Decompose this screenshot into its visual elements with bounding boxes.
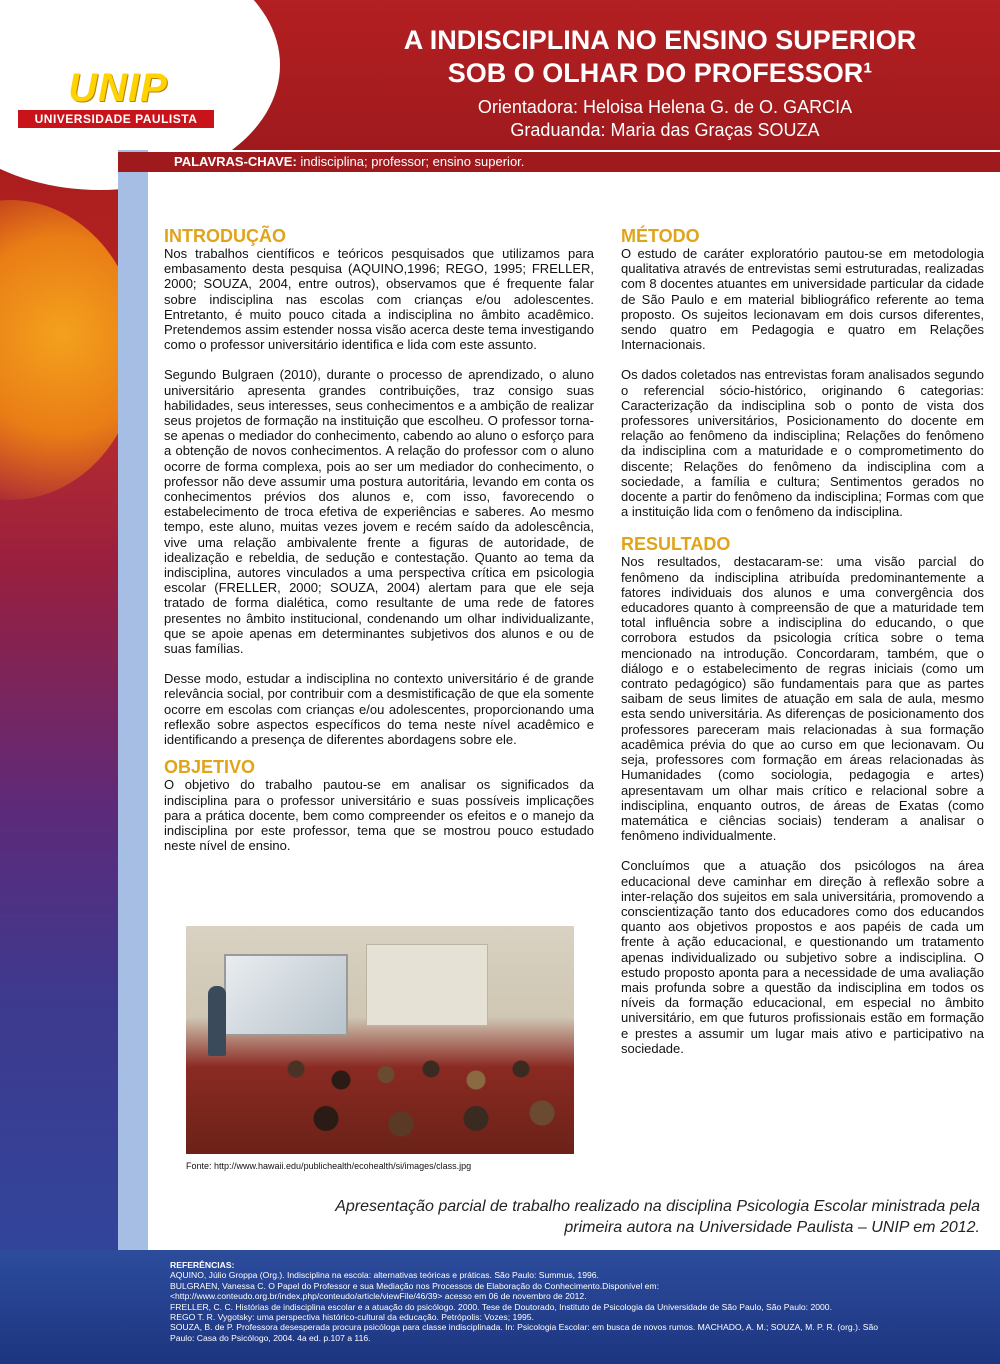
poster-title	[320, 24, 1000, 90]
left-column	[164, 226, 594, 853]
reference-item: FRELLER, C. C. Histórias de indisciplina escolar e a atuação do psicólogo. 2000. Tese de Doutorado, Instituto de Psicologia da Universidade de São Paulo, São Paulo: 2000.	[170, 1301, 832, 1312]
objetivo-heading: OBJETIVO	[164, 757, 256, 778]
blue-stripe	[118, 150, 148, 1250]
title-line-2: SOB O OLHAR DO PROFESSOR¹	[447, 58, 873, 88]
metodo-paragraph-1: O estudo de caráter exploratório pautou-se em metodologia qualitativa através de entrevistas semi estruturadas, realizadas com 8 docentes atuantes em universidade particular da cidade de São Paulo e em material bibliográfico referente ao tema proposto. Os sujeitos lecionavam em dois cursos diferentes, sendo quatro em Pedagogia e quatro em Relações Internacionais.	[621, 246, 984, 353]
photo-projection-screen	[224, 954, 348, 1036]
resultado-paragraph-2: Concluímos que a atuação dos psicólogos na área educacional deve caminhar em direção à reflexão sobre a inter-relação dos sujeitos em sala universitária, promovendo a conscientização tanto dos educadores como dos educandos quanto aos objetivos propostos e aos papéis de cada um frente à ação educacional, e questionando um tratamento apenas individualizado ou subjetivo sobre a indisciplina. O estudo proposto aponta para a necessidade de uma avaliação mais profunda sobre a questão da indisciplina em todos os níveis da formação educacional, em especial no âmbito universitário, em que futuros profissionais estão em formação e prestes a assumir um lugar mais ativo e participativo na sociedade.	[621, 858, 984, 1056]
advisor: Orientadora: Heloisa Helena G. de O. GARCIA	[477, 97, 853, 117]
logo-word: UNIP	[68, 66, 168, 110]
reference-item: SOUZA, B. de P. Professora desesperada procura psicóloga para classe indisciplinada. In: Psicologia Escolar: em busca de novos rumos. MACHADO, A. M.; SOUZA, M. P. R. (org.). São	[170, 1322, 879, 1333]
title-line-1: A INDISCIPLINA NO ENSINO SUPERIOR	[403, 25, 917, 55]
reference-item: BULGRAEN, Vanessa C. O Papel do Professor e sua Mediação nos Processos de Elaboração do Conhecimento.Disponível em:	[170, 1280, 659, 1291]
unip-logo	[18, 68, 214, 130]
authors	[330, 96, 1000, 142]
introducao-heading: INTRODUÇÃO	[164, 226, 286, 246]
closing-line-1: Apresentação parcial de trabalho realizado na disciplina Psicologia Escolar ministrada pela	[335, 1198, 980, 1215]
reference-item: Paulo: Casa do Psicólogo, 2004. 4a ed. p.107 a 116.	[170, 1332, 371, 1343]
reference-item: <http://www.conteudo.org.br/index.php/conteudo/article/viewFile/46/39> acesso em 06 de novembro de 2012.	[170, 1291, 587, 1302]
introducao-paragraph-1: Nos trabalhos científicos e teóricos pesquisados que utilizamos para embasamento desta pesquisa (AQUINO,1996; REGO, 1995; FRELLER, 2000; SOUZA, 2004, entre outros), observamos que é frequente falar sobre indisciplina nas escolas com crianças e/ou adolescentes. Entretanto, é muito pouco citada a indisciplina no âmbito acadêmico. Pretendemos assim estender nossa visão acerca deste tema investigando como o professor universitário identifica e lida com este assunto.	[164, 246, 594, 353]
logo-subtitle: UNIVERSIDADE PAULISTA	[18, 110, 214, 128]
right-column	[621, 226, 984, 1056]
references-list	[170, 1260, 970, 1343]
student: Graduanda: Maria das Graças SOUZA	[510, 120, 820, 140]
objetivo-paragraph: O objetivo do trabalho pautou-se em analisar os significados da indisciplina para o professor universitário e suas possíveis implicações para a prática docente, bem como compreender os efeitos e o manejo da indisciplina por este professor, tema que se mostrou pouco estudado neste nível de ensino.	[164, 777, 594, 854]
introducao-paragraph-3: Desse modo, estudar a indisciplina no contexto universitário é de grande relevância social, por contribuir com a desmistificação de que ela somente ocorre em escolas com crianças e/ou adolescentes, proporcionando uma reflexão sobre aspectos específicos do tema neste nível acadêmico e identificando a presença de diferentes abordagens sobre ele.	[164, 671, 594, 748]
metodo-heading: MÉTODO	[621, 226, 700, 246]
orange-arc-decoration	[0, 200, 118, 500]
metodo-paragraph-2: Os dados coletados nas entrevistas foram analisados segundo o referencial sócio-histórico, originando 6 categorias: Caracterização da indisciplina sob o ponto de vista dos professores universitários, Posicionamento do docente em relação ao fenômeno da indisciplina; Relações do fenômeno da indisciplina com a maturidade e o comprometimento do discente; Relações do fenômeno da indisciplina com a sociedade, a família e cultura; Sentimentos gerados no docente a partir do fenômeno da indisciplina; Formas com que a instituição lida com o fenômeno da indisciplina.	[621, 367, 984, 520]
introducao-paragraph-2: Segundo Bulgraen (2010), durante o processo de aprendizado, o aluno universitário apresenta grandes contribuições, traz consigo suas habilidades, seus interesses, seus conhecimentos e a ambição de realizar seus projetos de formação na instituição que escolheu. O professor torna-se apenas o mediador do conhecimento, cabendo ao aluno o esforço para a obtenção de novos conhecimentos. A relação do professor com o aluno ocorre de forma complexa, pois ao ser um mediador do conhecimento, o professor não deve assumir uma postura autoritária, levando em conta os conhecimentos prévios dos alunos e, com isso, favorecendo o estabelecimento de troca efetiva de experiências e saberes. Ao mesmo tempo, este aluno, muitas vezes jovem e recém saído da adolescência, vive uma relação ambivalente frente a figuras de autoridade, de idealização e rebeldia, de sedução e contestação. Quanto ao tema da indisciplina, autores vinculados a uma perspectiva crítica em psicologia escolar (FRELLER, 2000; SOUZA, 2004) alertam para que ele seja tratado de forma dialética, como resultante de uma rede de fatores presentes no âmbito institucional, condenando um olhar individualizante, que se apoie apenas em determinantes subjetivos dos alunos e ou de suas famílias.	[164, 367, 594, 657]
keywords-text: indisciplina; professor; ensino superior.	[296, 154, 525, 169]
poster-content	[164, 226, 984, 1186]
closing-note	[220, 1196, 980, 1238]
keywords-bar	[118, 152, 1000, 172]
photo-students	[266, 1036, 566, 1146]
photo-presenter	[208, 986, 226, 1056]
photo-board	[366, 944, 488, 1026]
references-title: REFERÊNCIAS:	[170, 1260, 235, 1270]
resultado-heading: RESULTADO	[621, 534, 731, 555]
references-footer	[0, 1250, 1000, 1364]
photo-caption: Fonte: http://www.hawaii.edu/publichealth/ecohealth/si/images/class.jpg	[186, 1161, 472, 1171]
reference-item: REGO T. R. Vygotsky: uma perspectiva histórico-cultural da educação. Petrópolis: Vozes; 1995.	[170, 1312, 534, 1323]
reference-item: AQUINO, Júlio Groppa (Org.). Indisciplina na escola: alternativas teóricas e práticas. São Paulo: Summus, 1996.	[170, 1270, 599, 1281]
poster-header	[0, 0, 1000, 150]
closing-line-2: primeira autora na Universidade Paulista – UNIP em 2012.	[564, 1219, 980, 1236]
keywords-label: PALAVRAS-CHAVE:	[174, 154, 297, 169]
classroom-photo	[186, 926, 574, 1154]
resultado-paragraph-1: Nos resultados, destacaram-se: uma visão parcial do fenômeno da indisciplina atribuída predominantemente a fatores individuais dos alunos e uma convergência dos educadores quanto à compreensão de que a maturidade tem total influência sobre a indisciplina do educando, o que corrobora estudos da psicologia crítica sobre o tema mencionado na introdução. Concordaram, também, que o diálogo e o estabelecimento de regras iniciais (como um contrato pedagógico) são fundamentais para que as partes saibam de seus limites de atuação em sala de aula, mesmo esta sendo universitária. As diferenças de posicionamento dos professores pareceram mais relacionadas à sua formação acadêmica prévia do que ao curso em que lecionavam. Ou seja, professores com formação em áreas relacionadas às Humanidades (como sociologia, pedagogia e artes) apresentavam um olhar mais crítico e relacional sobre a indisciplina, enquanto outros, de áreas de Exatas (como matemática e ciências sociais) tenderam a analisar o fenômeno individualmente.	[621, 554, 984, 844]
